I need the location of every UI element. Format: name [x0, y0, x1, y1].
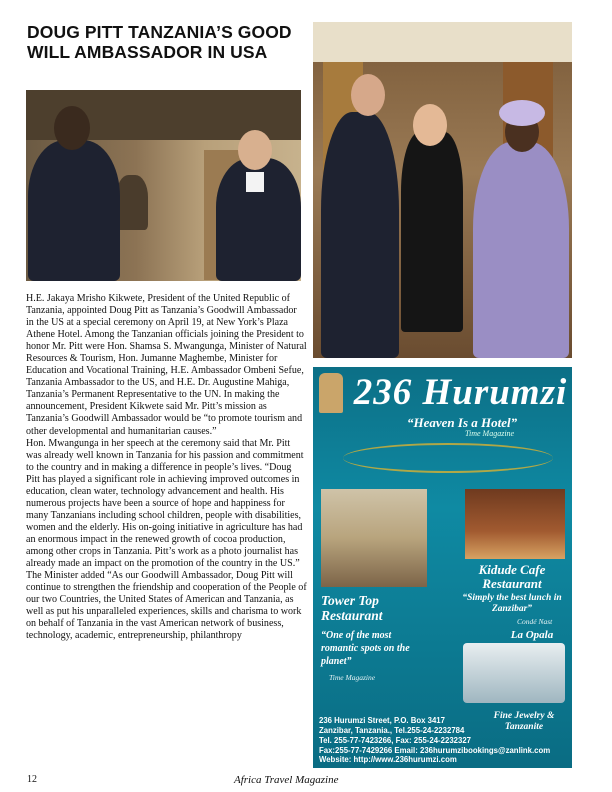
- article-paragraph: Hon. Mwangunga in her speech at the ceremony said that Mr. Pitt was already well known in Tanzania for his passion and commitment to the country and in making a difference in people’s lives. “Doug Pitt has played a significant role in achieving improved outcomes in education, clean water, technology advancement and health. His numerous projects have been a source of hope and happiness for many Tanzanians including school children, people with disabilities, women and the elderly. His on-going initiative in agriculture has had an enormous impact in the renewed growth of cocoa production, among other crops in Tanzania. Pitt’s work as a photo journalist has already made an impact on the promotion of the country in the US.” The Minister added “As our Goodwill Ambassador, Doug Pitt will continue to strengthen the friendship and cooperation of the People of our two Countries, the United States of American and Tanzania, as well as put his unparalleled experiences, skills and charisma to work on behalf of Tanzania in the vast American network of business, technology, academic, entrepreneurship, philanthropy: [26, 437, 307, 642]
- contact-line: Fax:255-77-7429266 Email: 236hurumzibookings@zanlink.com: [319, 745, 551, 755]
- article-headline: DOUG PITT TANZANIA’S GOOD WILL AMBASSADOR IN USA: [27, 22, 292, 62]
- article-body: [26, 293, 307, 642]
- tower-source: Time Magazine: [329, 673, 376, 682]
- article-paragraph: H.E. Jakaya Mrisho Kikwete, President of the United Republic of Tanzania, appointed Doug Pitt as Tanzania’s Goodwill Ambassador in the US at a special ceremony on April 19, at New York’s Plaza Athene Hotel. Among the Tanzanian officials joining the President to honor Mr. Pitt were Hon. Shamsa S. Mwangunga, Minister of Natural Resources & Tourism, Hon. Jumanne Maghembe, Minister for Education and Vocational Training, H.E. Ambassador Ombeni Sefue, Tanzania Ambassador to the US, and H.E. Dr. Augustine Mahiga, Tanzania’s Permanent Representative to the UN. In making the announcement, President Kikwete said Mr. Pitt’s mission as Tanzania’s Goodwill Ambassador would be “to promote tourism and other developmental and humanitarian causes.”: [26, 293, 307, 437]
- hotel-advertisement: [313, 367, 572, 768]
- page-number: 12: [27, 774, 37, 785]
- ad-tagline: “Heaven Is a Hotel”: [407, 415, 518, 430]
- tower-name: Tower Top Restaurant: [321, 593, 383, 623]
- tower-quote: “One of the most romantic spots on the planet”: [321, 630, 410, 667]
- lantern-icon: [319, 373, 343, 413]
- contact-line: 236 Hurumzi Street, P.O. Box 3417: [319, 716, 445, 726]
- ad-title: 236 Hurumzi: [353, 372, 568, 413]
- contact-line: Tel. 255-77-7423266, Fax: 255-24-2232327: [319, 735, 472, 745]
- gold-ornament: [343, 443, 553, 473]
- magazine-name: Africa Travel Magazine: [234, 774, 339, 786]
- ceremony-photo-right: [313, 22, 572, 358]
- ad-tagline-source: Time Magazine: [465, 429, 515, 438]
- contact-line: Zanzibar, Tanzania., Tel.255-24-2232784: [319, 726, 465, 736]
- cafe-quote: “Simply the best lunch in Zanzibar”: [462, 593, 562, 614]
- restaurant-photo: [321, 489, 427, 587]
- cafe-photo: [465, 489, 565, 559]
- shop-name: La Opala: [510, 629, 554, 641]
- jewelry-photo: [463, 643, 565, 703]
- jewelry-label: Fine Jewelry & Tanzanite: [493, 711, 555, 732]
- ad-contact: [319, 716, 550, 765]
- ceremony-photo-left: [26, 90, 301, 281]
- cafe-source: Condé Nast: [517, 617, 553, 626]
- contact-line: Website: http://www.236hurumzi.com: [319, 755, 457, 765]
- cafe-name: Kidude Cafe Restaurant: [478, 562, 546, 591]
